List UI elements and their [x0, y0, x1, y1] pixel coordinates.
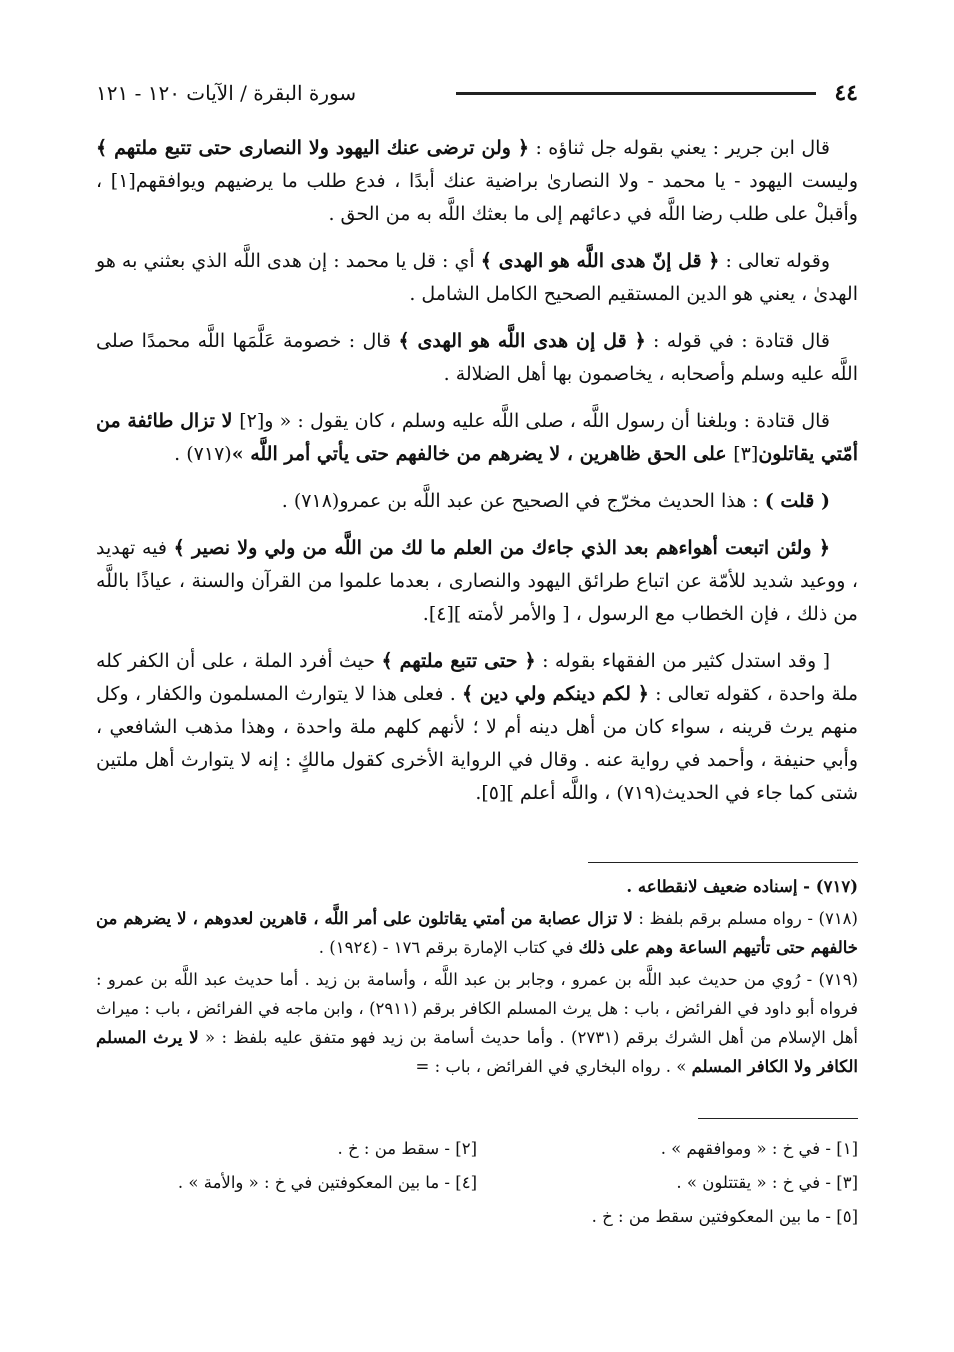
page-header [96, 78, 858, 108]
paragraph-run: ، وأقبلْ على طلب رضا اللَّه في دعائهم إلى ما بعثك اللَّه به من الحق . [96, 170, 858, 225]
paragraph-run: ﴿ قل إنّ هدى اللَّه هو الهدى ﴾ [480, 250, 720, 272]
paragraph [96, 405, 858, 471]
note-run: في كتاب الإمارة برقم ١٧٦ - (١٩٢٤) . [318, 938, 579, 957]
paragraph [96, 532, 858, 631]
paragraph-run: (٧١٧) [186, 443, 232, 465]
paragraph-run: ﴿ ولن ترضى عنك اليهود ولا النصارى حتى تتبع ملتهم ﴾ [96, 137, 530, 159]
footnote: [٣] - في خ : « يقتتلون » . [676, 1173, 858, 1192]
paragraph-run: قال قتادة : وبلغنا أن رسول اللَّه ، صلى اللَّه عليه وسلم ، كان يقول : « و [264, 410, 831, 432]
footnote-row [96, 1200, 858, 1234]
note-run: (٧١٩) - رُوي من حديث عبد اللَّه بن عمرو ، وجابر بن عبد اللَّه ، وأسامة بن زيد . أما حديث عبد اللَّه بن عمرو : فرواه أبو داود في الفرائض ، باب : هل يرث المسلم الكافر برقم (٢٩١١) ، وابن ماجه في الفرائض ، باب : ميراث أهل الإسلام من أهل الشرك برقم (٢٧٣١) . وأما حديث أسامة بن زيد فهو متفق عليه بلفظ : « [96, 970, 858, 1047]
paragraph [96, 132, 858, 231]
paragraph-run: . فعلى هذا لا يتوارث المسلمون والكفار ، وكل منهم يرث قرينه ، سواء كان من أهل دينه أم لا ؛ لأنهم كلهم ملة واحدة ، وهذا مذهب الشافعي ، وأبي حنيفة ، وأحمد في رواية عنه . وقال في الرواية الأخرى كقول مالكٍ : إنه لا يتوارث أهل ملتين شتى كما جاء في الحديث [96, 683, 858, 804]
paragraph-run: [ وقد استدل كثير من الفقهاء بقوله : [535, 650, 831, 672]
paragraph-run: وقوله تعالى : [719, 250, 831, 272]
page-number: ٤٤ [834, 80, 858, 106]
paragraph-run: ﴿ قل إن هدى اللَّه هو الهدى ﴾ [398, 330, 646, 352]
header-rule [456, 92, 816, 95]
paragraph-run: ( قلت ) [764, 490, 830, 512]
paragraph [96, 245, 858, 311]
note [96, 872, 858, 901]
note-run: لا يرث المسلم الكافر ولا الكافر المسلم [96, 1028, 858, 1076]
note [96, 965, 858, 1081]
note-run: » . رواه البخاري في الفرائض ، باب : = [415, 1057, 692, 1076]
paragraph-run: [٣] [733, 443, 759, 465]
paragraph-run: [٤] [428, 603, 454, 625]
footnote [96, 1200, 477, 1234]
note-run: لا تزال عصابة من أمتي يقاتلون على أمر اللَّه ، قاهرين لعدوهم ، لا يضرهم من خالفهم حتى تأتيهم الساعة وهم على ذلك [96, 909, 858, 957]
paragraph-run: قال ابن جرير : يعني بقوله جل ثناؤه : [529, 137, 830, 159]
paragraph-run: [١] [110, 170, 136, 192]
paragraph-run: . [422, 603, 429, 625]
footnote: [٤] - ما بين المعكوفتين في خ : « والأمة » . [177, 1173, 477, 1192]
paragraph-run: حيث أفرد الملة ، على أن الكفر كله ملة واحدة ، كقوله تعالى : [96, 650, 858, 705]
paragraph-run: (٧١٨) [293, 490, 340, 512]
paragraph-run: ﴿ لكم دينكم ولي دين ﴾ [461, 683, 649, 705]
paragraph-run: ﴿ ولئن اتبعت أهواءهم بعد الذي جاءك من العلم ما لك من اللَّه من ولي ولا نصير ﴾ [173, 537, 830, 559]
paragraph [96, 485, 858, 518]
paragraph-run: ، واللَّه أعلم ] [506, 782, 617, 804]
paragraph-run: (٧١٩) [616, 782, 662, 804]
footnote: [١] - في خ : « وموافقهم » . [660, 1139, 858, 1158]
paragraph [96, 645, 858, 810]
paragraph-run: . [475, 782, 482, 804]
paragraph-run: وليست اليهود - يا محمد - ولا النصارىٰ براضية عنك أبدًا ، فدع طلب ما يرضيهم ويوافقهم [135, 170, 858, 192]
paragraph-run: لا تزال طائفة من أمّتي يقاتلون [96, 410, 858, 465]
footnotes-separator [698, 1118, 858, 1119]
page-title: سورة البقرة / الآيات ١٢٠ - ١٢١ [96, 81, 357, 105]
hadith-notes [96, 872, 858, 1084]
note [96, 904, 858, 962]
footnote-row [96, 1132, 858, 1166]
paragraph-run: . [174, 443, 187, 465]
paragraph-run: قال قتادة : في قوله : [645, 330, 830, 352]
note-run: (٧١٧) - إسناده ضعيف لانقطاعه . [626, 877, 858, 896]
paragraph-run: على الحق ظاهرين ، لا يضرهم من خالفهم حتى يأتي أمر اللَّه » [231, 443, 734, 465]
footnote: [٥] - ما بين المعكوفتين سقط من : خ . [591, 1207, 858, 1226]
footnotes [96, 1132, 858, 1234]
notes-separator [588, 862, 858, 863]
paragraph-run: ﴿ حتى تتبع ملتهم ﴾ [381, 650, 536, 672]
footnote-row [96, 1166, 858, 1200]
paragraph-run: . [281, 490, 294, 512]
footnote: [٢] - سقط من : خ . [337, 1139, 477, 1158]
paragraph-run: [٥] [481, 782, 507, 804]
paragraph-run: : هذا الحديث مخرّج في الصحيح عن عبد اللَّه بن عمرو [339, 490, 765, 512]
main-text [96, 132, 858, 824]
paragraph-run: قال : خصومة عَلَّمَها اللَّه محمدًا صلى اللَّه عليه وسلم وأصحابه ، يخاصمون بها أهل الضلالة . [96, 330, 858, 385]
paragraph-run: [٢] [239, 410, 265, 432]
paragraph [96, 325, 858, 391]
note-run: (٧١٨) - رواه مسلم برقم بلفظ : [632, 909, 858, 928]
paragraph-run: فيه تهديد ، ووعيد شديد للأمّة عن اتباع طرائق اليهود والنصارى ، بعدما علموا من القرآن والسنة ، عياذًا باللَّه من ذلك ، فإن الخطاب مع الرسول ، [ والأمر لأمته ] [96, 537, 858, 625]
paragraph-run: أي : قل يا محمد : إن هدى اللَّه الذي بعثني به هو الهدىٰ ، يعني هو الدين المستقيم الصحيح الكامل الشامل . [96, 250, 858, 305]
